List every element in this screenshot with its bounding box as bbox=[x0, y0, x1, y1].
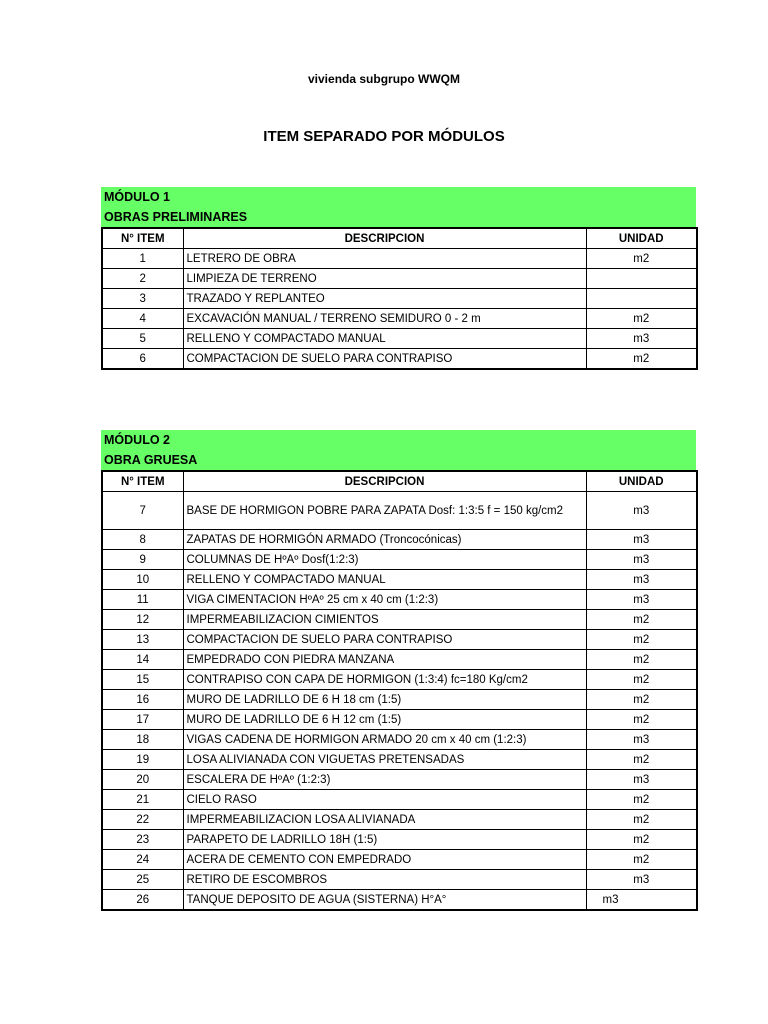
item-unit: m2 bbox=[586, 670, 697, 690]
table-row bbox=[102, 570, 697, 590]
table-header-row bbox=[102, 471, 697, 492]
header-description: DESCRIPCION bbox=[183, 471, 586, 492]
item-description: VIGAS CADENA DE HORMIGON ARMADO 20 cm x 40 cm (1:2:3) bbox=[183, 730, 586, 750]
item-description: LIMPIEZA DE TERRENO bbox=[183, 269, 586, 289]
table-row bbox=[102, 550, 697, 570]
item-number: 17 bbox=[102, 710, 183, 730]
table-row bbox=[102, 830, 697, 850]
item-unit: m3 bbox=[586, 492, 697, 530]
table-row bbox=[102, 530, 697, 550]
header-unit: UNIDAD bbox=[586, 228, 697, 249]
table-row bbox=[102, 630, 697, 650]
item-unit: m2 bbox=[586, 650, 697, 670]
table-row bbox=[102, 289, 697, 309]
item-description: TANQUE DEPOSITO DE AGUA (SISTERNA) H°A° bbox=[183, 890, 586, 911]
item-number: 12 bbox=[102, 610, 183, 630]
item-description: ACERA DE CEMENTO CON EMPEDRADO bbox=[183, 850, 586, 870]
table-row bbox=[102, 850, 697, 870]
item-number: 22 bbox=[102, 810, 183, 830]
item-description: MURO DE LADRILLO DE 6 H 18 cm (1:5) bbox=[183, 690, 586, 710]
item-unit: m2 bbox=[586, 610, 697, 630]
table-row bbox=[102, 309, 697, 329]
item-number: 24 bbox=[102, 850, 183, 870]
item-number: 7 bbox=[102, 492, 183, 530]
item-number: 18 bbox=[102, 730, 183, 750]
table-header-row bbox=[102, 228, 697, 249]
item-unit: m2 bbox=[586, 710, 697, 730]
item-description: COLUMNAS DE HºAº Dosf(1:2:3) bbox=[183, 550, 586, 570]
item-number: 11 bbox=[102, 590, 183, 610]
module-section: OBRA GRUESA bbox=[104, 453, 198, 467]
item-description: MURO DE LADRILLO DE 6 H 12 cm (1:5) bbox=[183, 710, 586, 730]
item-description: RELLENO Y COMPACTADO MANUAL bbox=[183, 329, 586, 349]
item-number: 16 bbox=[102, 690, 183, 710]
item-unit: m3 bbox=[586, 730, 697, 750]
item-description: IMPERMEABILIZACION LOSA ALIVIANADA bbox=[183, 810, 586, 830]
item-number: 3 bbox=[102, 289, 183, 309]
table-row bbox=[102, 249, 697, 269]
item-number: 23 bbox=[102, 830, 183, 850]
item-description: PARAPETO DE LADRILLO 18H (1:5) bbox=[183, 830, 586, 850]
item-description: TRAZADO Y REPLANTEO bbox=[183, 289, 586, 309]
table-row bbox=[102, 670, 697, 690]
item-unit: m3 bbox=[586, 530, 697, 550]
header-item-number: N° ITEM bbox=[102, 228, 183, 249]
table-row bbox=[102, 650, 697, 670]
item-number: 19 bbox=[102, 750, 183, 770]
table-row bbox=[102, 492, 697, 530]
item-unit: m2 bbox=[586, 810, 697, 830]
module-name: MÓDULO 1 bbox=[104, 190, 170, 204]
item-unit bbox=[586, 269, 697, 289]
item-unit: m3 bbox=[586, 770, 697, 790]
item-description: IMPERMEABILIZACION CIMIENTOS bbox=[183, 610, 586, 630]
item-number: 9 bbox=[102, 550, 183, 570]
item-description: EMPEDRADO CON PIEDRA MANZANA bbox=[183, 650, 586, 670]
table-row bbox=[102, 710, 697, 730]
table-row bbox=[102, 610, 697, 630]
item-number: 14 bbox=[102, 650, 183, 670]
item-description: RETIRO DE ESCOMBROS bbox=[183, 870, 586, 890]
item-number: 10 bbox=[102, 570, 183, 590]
item-description: COMPACTACION DE SUELO PARA CONTRAPISO bbox=[183, 349, 586, 370]
table-row bbox=[102, 750, 697, 770]
module-header bbox=[101, 430, 696, 470]
header-description: DESCRIPCION bbox=[183, 228, 586, 249]
item-unit: m2 bbox=[586, 830, 697, 850]
item-unit: m3 bbox=[586, 870, 697, 890]
module-2 bbox=[101, 430, 696, 911]
module-name: MÓDULO 2 bbox=[104, 433, 170, 447]
item-description: VIGA CIMENTACION HºAº 25 cm x 40 cm (1:2:3) bbox=[183, 590, 586, 610]
item-number: 13 bbox=[102, 630, 183, 650]
item-number: 21 bbox=[102, 790, 183, 810]
item-number: 26 bbox=[102, 890, 183, 911]
module-1 bbox=[101, 187, 696, 370]
item-unit: m2 bbox=[586, 630, 697, 650]
table-row bbox=[102, 590, 697, 610]
item-number: 8 bbox=[102, 530, 183, 550]
header-item-number: N° ITEM bbox=[102, 471, 183, 492]
item-unit: m3 bbox=[586, 570, 697, 590]
item-description: CIELO RASO bbox=[183, 790, 586, 810]
document-subtitle: vivienda subgrupo WWQM bbox=[308, 72, 460, 86]
item-unit: m2 bbox=[586, 850, 697, 870]
item-description: CONTRAPISO CON CAPA DE HORMIGON (1:3:4) fc=180 Kg/cm2 bbox=[183, 670, 586, 690]
item-description: EXCAVACIÓN MANUAL / TERRENO SEMIDURO 0 - 2 m bbox=[183, 309, 586, 329]
item-description: ESCALERA DE HºAº (1:2:3) bbox=[183, 770, 586, 790]
item-description: LETRERO DE OBRA bbox=[183, 249, 586, 269]
table-row bbox=[102, 870, 697, 890]
item-number: 2 bbox=[102, 269, 183, 289]
item-unit: m2 bbox=[586, 790, 697, 810]
items-table bbox=[101, 470, 698, 911]
module-header bbox=[101, 187, 696, 227]
item-unit: m2 bbox=[586, 309, 697, 329]
items-table bbox=[101, 227, 698, 370]
item-unit: m3 bbox=[586, 890, 697, 911]
item-unit: m2 bbox=[586, 750, 697, 770]
item-unit bbox=[586, 289, 697, 309]
item-number: 1 bbox=[102, 249, 183, 269]
item-number: 4 bbox=[102, 309, 183, 329]
table-row bbox=[102, 269, 697, 289]
item-description: LOSA ALIVIANADA CON VIGUETAS PRETENSADAS bbox=[183, 750, 586, 770]
table-row bbox=[102, 770, 697, 790]
table-row bbox=[102, 730, 697, 750]
item-number: 25 bbox=[102, 870, 183, 890]
item-number: 20 bbox=[102, 770, 183, 790]
item-description: BASE DE HORMIGON POBRE PARA ZAPATA Dosf: 1:3:5 f = 150 kg/cm2 bbox=[183, 492, 586, 530]
module-section: OBRAS PRELIMINARES bbox=[104, 210, 248, 224]
item-unit: m2 bbox=[586, 349, 697, 370]
item-number: 15 bbox=[102, 670, 183, 690]
table-row bbox=[102, 329, 697, 349]
table-row bbox=[102, 810, 697, 830]
item-unit: m3 bbox=[586, 590, 697, 610]
item-number: 6 bbox=[102, 349, 183, 370]
document-title: ITEM SEPARADO POR MÓDULOS bbox=[263, 128, 505, 145]
item-description: COMPACTACION DE SUELO PARA CONTRAPISO bbox=[183, 630, 586, 650]
item-description: RELLENO Y COMPACTADO MANUAL bbox=[183, 570, 586, 590]
header-unit: UNIDAD bbox=[586, 471, 697, 492]
item-unit: m2 bbox=[586, 690, 697, 710]
item-unit: m2 bbox=[586, 249, 697, 269]
table-row bbox=[102, 890, 697, 911]
table-row bbox=[102, 690, 697, 710]
item-unit: m3 bbox=[586, 329, 697, 349]
item-number: 5 bbox=[102, 329, 183, 349]
item-description: ZAPATAS DE HORMIGÓN ARMADO (Troncocónicas) bbox=[183, 530, 586, 550]
table-row bbox=[102, 790, 697, 810]
table-row bbox=[102, 349, 697, 370]
item-unit: m3 bbox=[586, 550, 697, 570]
